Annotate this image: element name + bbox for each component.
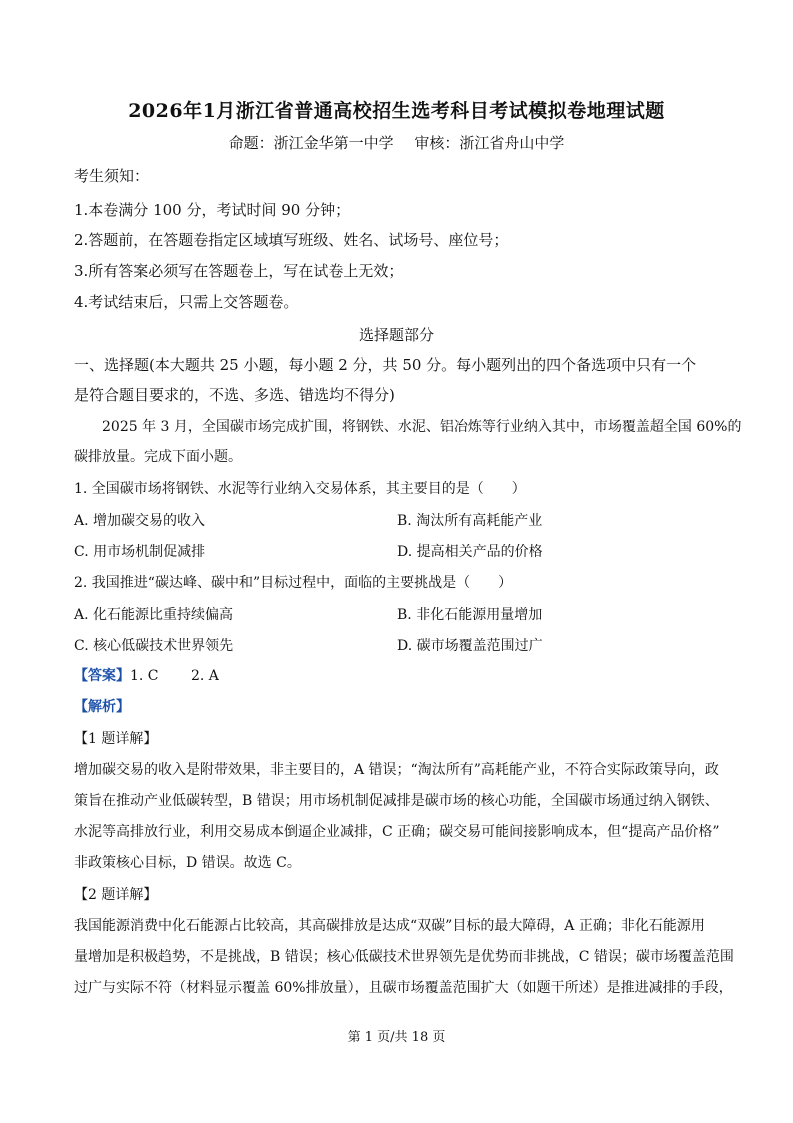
section-instructions: 是符合题目要求的，不选、多选、错选均不得分) [74, 386, 395, 404]
option-1a: A. 增加碳交易的收入 [74, 513, 206, 529]
question-stem: 碳排放量。完成下面小题。 [74, 449, 242, 465]
answer-label: 【答案】 [74, 668, 130, 684]
q2-analysis-line: 过广与实际不符（材料显示覆盖 60%排放量），且碳市场覆盖范围扩大（如题干所述）是推进减排的手段， [74, 980, 733, 996]
subtitle [0, 132, 793, 153]
option-1b: B. 淘汰所有高耗能产业 [397, 513, 543, 529]
answer-row [74, 666, 719, 686]
option-2a: A. 化石能源比重持续偏高 [74, 607, 234, 623]
q1-analysis-line: 水泥等高排放行业，利用交易成本倒逼企业减排，C 正确；碳交易可能间接影响成本，但“提高产品价格” [74, 824, 720, 840]
setter-label: 命题：浙江金华第一中学 [228, 134, 394, 152]
q2-analysis-heading: 【2 题详解】 [74, 887, 158, 903]
analysis-tag: 【解析】 [74, 699, 130, 715]
answer-values: 1. C 2. A [130, 668, 219, 684]
question-2: 2. 我国推进“碳达峰、碳中和”目标过程中，面临的主要挑战是（ ） [74, 575, 513, 591]
q2-analysis-line: 我国能源消费中化石能源占比较高，其高碳排放是达成“双碳”目标的最大障碍，A 正确；非化石能源用 [74, 918, 705, 934]
notice-item: 1.本卷满分 100 分，考试时间 90 分钟； [74, 201, 351, 219]
option-2c: C. 核心低碳技术世界领先 [74, 638, 234, 654]
notice-heading: 考生须知： [74, 167, 150, 185]
option-1d: D. 提高相关产品的价格 [397, 544, 543, 560]
analysis-label [74, 697, 719, 717]
option-2b: B. 非化石能源用量增加 [397, 607, 543, 623]
q1-analysis-line: 策旨在推动产业低碳转型，B 错误；用市场机制促减排是碳市场的核心功能，全国碳市场通过纳入钢铁、 [74, 793, 719, 809]
option-1c: C. 用市场机制促减排 [74, 544, 206, 560]
notice-item: 2.答题前，在答题卷指定区域填写班级、姓名、试场号、座位号； [74, 231, 509, 249]
q1-analysis-heading: 【1 题详解】 [74, 731, 158, 747]
page-title: 2026年1月浙江省普通高校招生选考科目考试模拟卷地理试题 [128, 100, 665, 122]
notice-item: 3.所有答案必须写在答题卷上，写在试卷上无效； [74, 262, 404, 280]
section-instructions: 一、选择题(本大题共 25 小题，每小题 2 分，共 50 分。每小题列出的四个备选项中只有一个 [74, 356, 697, 374]
q2-analysis-line: 量增加是积极趋势，不是挑战，B 错误；核心低碳技术世界领先是优势而非挑战，C 错误；碳市场覆盖范围 [74, 949, 734, 965]
question-stem: 2025 年 3 月，全国碳市场完成扩围，将钢铁、水泥、铝冶炼等行业纳入其中，市场覆盖超全国 60%的 [102, 419, 742, 435]
notice-item: 4.考试结束后，只需上交答题卷。 [74, 293, 299, 311]
reviewer-label: 审核：浙江省舟山中学 [414, 134, 565, 152]
q1-analysis-line: 非政策核心目标，D 错误。故选 C。 [74, 855, 301, 871]
question-1: 1. 全国碳市场将钢铁、水泥等行业纳入交易体系，其主要目的是（ ） [74, 481, 526, 497]
q1-analysis-line: 增加碳交易的收入是附带效果，非主要目的，A 错误；“淘汰所有”高耗能产业，不符合实际政策导向，政 [74, 762, 719, 778]
option-2d: D. 碳市场覆盖范围过广 [397, 638, 543, 654]
section-title: 选择题部分 [358, 326, 434, 344]
page-footer: 第 1 页/共 18 页 [347, 1030, 446, 1045]
